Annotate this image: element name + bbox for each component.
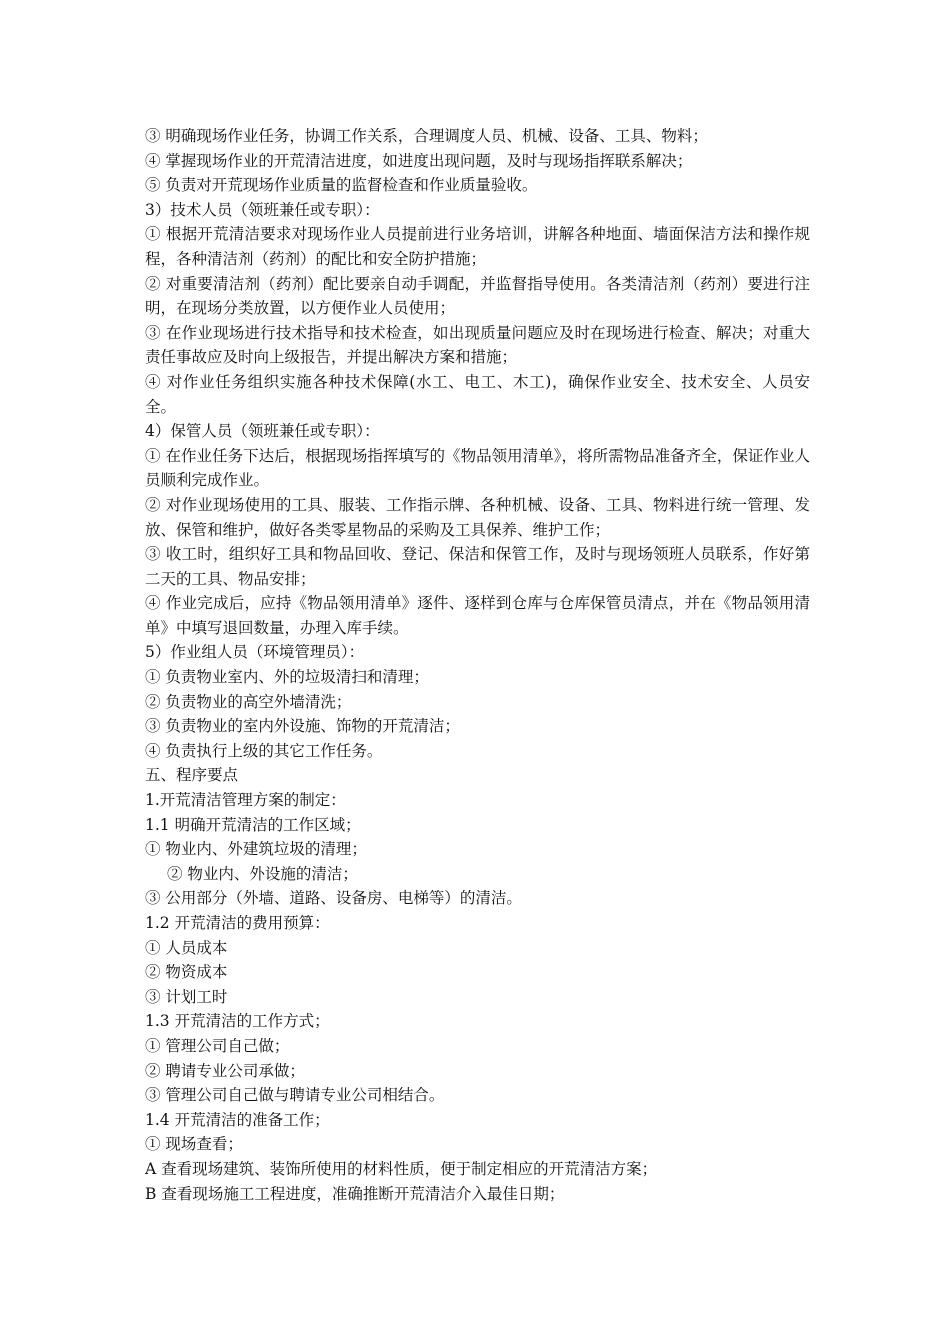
text-line: ③ 负责物业的室内外设施、饰物的开荒清洁；: [145, 717, 460, 736]
text-line: ② 聘请专业公司承做；: [145, 1061, 305, 1080]
section-heading: 1.开荒清洁管理方案的制定：: [145, 791, 346, 810]
text-line: ③ 明确现场作业任务，协调工作关系，合理调度人员、机械、设备、工具、物料；: [145, 127, 708, 145]
text-line: ② 对作业现场使用的工具、服装、工作指示牌、各种机械、设备、工具、物料进行统一管理、发放、保管和维护，做好各类零星物品的采购及工具保养、维护工作；: [145, 495, 810, 539]
text-line: ④ 作业完成后，应持《物品领用清单》逐件、逐样到仓库与仓库保管员清点，并在《物品领用清单》中填写退回数量，办理入库手续。: [145, 594, 810, 637]
document-body: [145, 124, 810, 1206]
text-line: ③ 收工时，组织好工具和物品回收、登记、保洁和保管工作，及时与现场领班人员联系，作好第二天的工具、物品安排；: [145, 545, 810, 588]
text-line: ① 物业内、外建筑垃圾的清理；: [145, 840, 367, 859]
section-heading: 4）保管人员（领班兼任或专职）：: [145, 422, 380, 441]
text-line: ② 负责物业的高空外墙清洗；: [145, 692, 352, 711]
text-line: ⑤ 负责对开荒现场作业质量的监督检查和作业质量验收。: [145, 176, 538, 195]
text-line: ② 物资成本: [145, 963, 228, 982]
text-line: ① 管理公司自己做；: [145, 1036, 290, 1055]
subsection-heading: 1.3 开荒清洁的工作方式；: [145, 1012, 330, 1031]
subsection-heading: 1.4 开荒清洁的准备工作；: [145, 1110, 330, 1129]
subsection-heading: 1.1 明确开荒清洁的工作区域；: [145, 815, 361, 834]
section-heading: 5）作业组人员（环境管理员）：: [145, 643, 365, 662]
text-line: ① 在作业任务下达后，根据现场指挥填写的《物品领用清单》，将所需物品准备齐全，保证作业人员顺利完成作业。: [145, 446, 810, 490]
text-line: ② 对重要清洁剂（药剂）配比要亲自动手调配，并监督指导使用。各类清洁剂（药剂）要进行注明，在现场分类放置，以方便作业人员使用；: [145, 274, 810, 318]
chapter-heading: 五、程序要点: [145, 766, 239, 785]
text-line: ③ 计划工时: [145, 987, 228, 1006]
text-line: ① 现场查看；: [145, 1135, 243, 1154]
text-line: ④ 掌握现场作业的开荒清洁进度，如进度出现问题，及时与现场指挥联系解决；: [145, 151, 693, 170]
text-line: ③ 管理公司自己做与聘请专业公司相结合。: [145, 1086, 445, 1105]
section-heading: 3）技术人员（领班兼任或专职）：: [145, 200, 380, 219]
text-line: ② 物业内、外设施的清洁；: [167, 864, 358, 883]
text-line: ③ 在作业现场进行技术指导和技术检查，如出现质量问题应及时在现场进行检查、解决；对重大责任事故应及时向上级报告，并提出解决方案和措施；: [145, 323, 810, 367]
subsection-heading: 1.2 开荒清洁的费用预算：: [145, 914, 330, 932]
text-line: ④ 负责执行上级的其它工作任务。: [145, 741, 383, 760]
text-line: ① 根据开荒清洁要求对现场作业人员提前进行业务培训，讲解各种地面、墙面保洁方法和操作规程，各种清洁剂（药剂）的配比和安全防护措施；: [145, 225, 810, 268]
text-line: ① 负责物业室内、外的垃圾清扫和清理；: [145, 668, 429, 687]
text-line: ① 人员成本: [145, 938, 228, 957]
text-line: ③ 公用部分（外墙、道路、设备房、电梯等）的清洁。: [145, 889, 522, 908]
text-line: A 查看现场建筑、装饰所使用的材料性质，便于制定相应的开荒清洁方案；: [145, 1159, 658, 1178]
text-line: ④ 对作业任务组织实施各种技术保障(水工、电工、木工)，确保作业安全、技术安全、人员安全。: [145, 372, 810, 416]
text-line: B 查看现场施工工程进度，准确推断开荒清洁介入最佳日期；: [145, 1184, 565, 1203]
